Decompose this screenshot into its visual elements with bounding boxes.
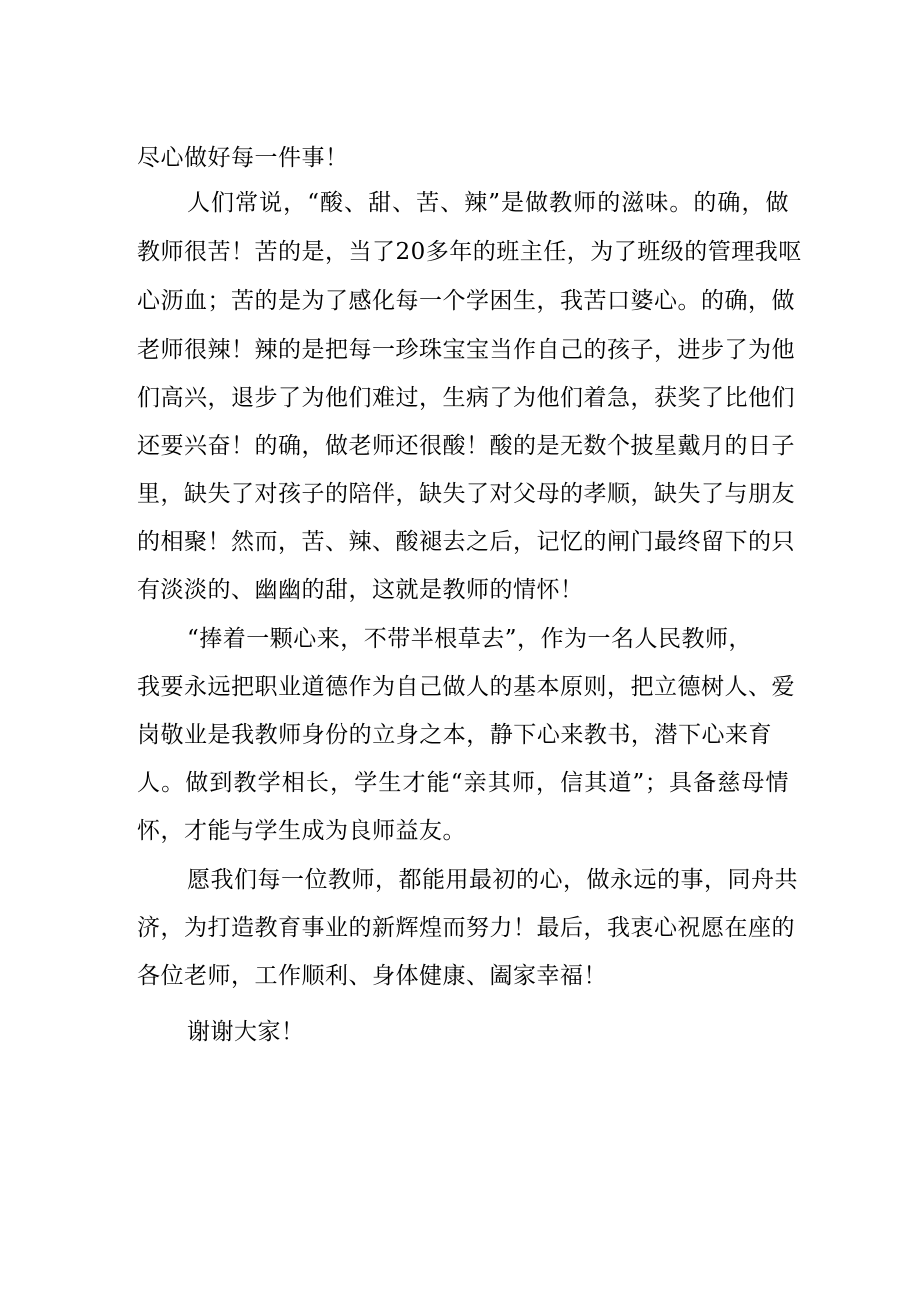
text-line: 人们常说，“酸、甜、苦、辣”是做教师的滋味。的确，做 (187, 190, 789, 216)
text-line: 人。做到教学相长，学生才能“亲其师，信其道”；具备慈母情 (137, 770, 789, 796)
text-line: 岗敬业是我教师身份的立身之本，静下心来教书，潜下心来育 (137, 722, 772, 748)
text-line: 还要兴奋！的确，做老师还很酸！酸的是无数个披星戴月的日子 (137, 433, 795, 459)
text-line: 教师很苦！苦的是，当了20多年的班主任，为了班级的管理我呕 (137, 239, 802, 265)
text-line: 尽心做好每一件事！ (137, 145, 349, 171)
text-line: 怀，才能与学生成为良师益友。 (137, 818, 466, 844)
text-line: “捧着一颗心来，不带半根草去”，作为一名人民教师， (187, 626, 753, 652)
text-line: 有淡淡的、幽幽的甜，这就是教师的情怀！ (137, 577, 584, 603)
text-line: 老师很辣！辣的是把每一珍珠宝宝当作自己的孩子，进步了为他 (137, 337, 795, 363)
text-line: 里，缺失了对孩子的陪伴，缺失了对父母的孝顺，缺失了与朋友 (137, 481, 795, 507)
text-line: 各位老师，工作顺利、身体健康、阖家幸福！ (137, 963, 607, 989)
text-line: 的相聚！然而，苦、辣、酸褪去之后，记忆的闸门最终留下的只 (137, 529, 795, 555)
text-line: 心沥血；苦的是为了感化每一个学困生，我苦口婆心。的确，做 (137, 288, 795, 314)
text-line: 们高兴，退步了为他们难过，生病了为他们着急，获奖了比他们 (137, 385, 795, 411)
text-line: 谢谢大家！ (187, 1019, 305, 1045)
text-line: 愿我们每一位教师，都能用最初的心，做永远的事，同舟共 (187, 867, 798, 893)
text-line: 济，为打造教育事业的新辉煌而努力！最后，我衷心祝愿在座的 (137, 915, 795, 941)
text-line: 我要永远把职业道德作为自己做人的基本原则，把立德树人、爱 (137, 674, 795, 700)
